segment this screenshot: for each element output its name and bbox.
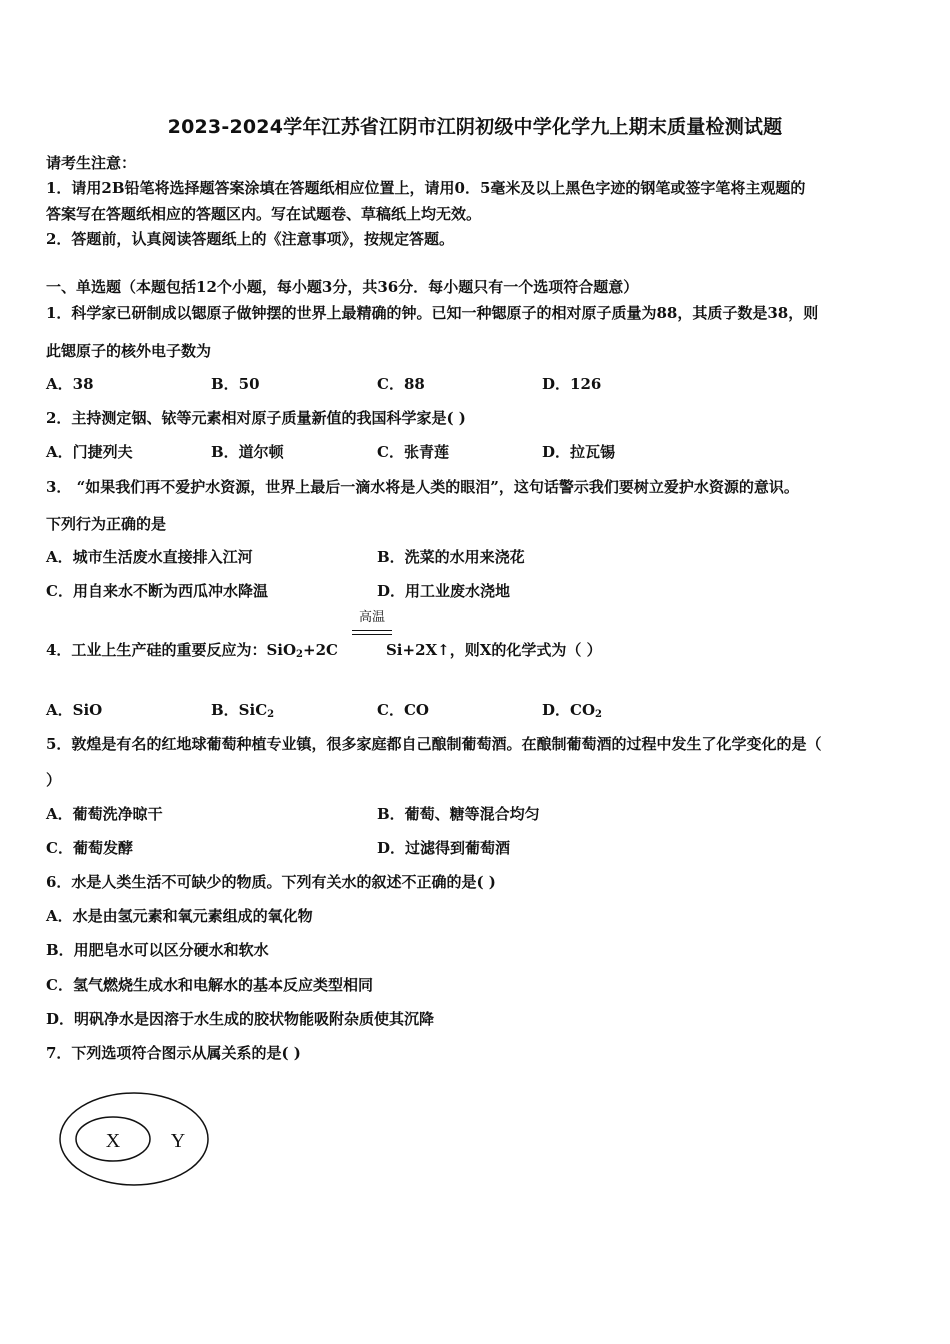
q3-option-c: C．用自来水不断为西瓜冲水降温 [46, 582, 268, 600]
q1-option-b: B．50 [211, 375, 260, 393]
q5-option-b: B．葡萄、糖等混合均匀 [377, 805, 540, 823]
q6-option-a: A．水是由氢元素和氧元素组成的氧化物 [46, 907, 313, 925]
q5-option-d: D．过滤得到葡萄酒 [377, 839, 511, 857]
q4-option-d-sub: 2 [595, 709, 602, 720]
question-1-stem-cont: 此锶原子的核外电子数为 [46, 342, 212, 360]
q2-option-a: A．门捷列夫 [46, 443, 133, 461]
inner-label: X [105, 1130, 121, 1152]
q3-option-b: B．洗菜的水用来浇花 [377, 548, 525, 566]
question-3-stem-cont: 下列行为正确的是 [46, 515, 167, 533]
q5-option-c: C．葡萄发酵 [46, 839, 133, 857]
question-6-stem: 6．水是人类生活不可缺少的物质。下列有关水的叙述不正确的是( ) [46, 873, 496, 891]
notice-heading: 请考生注意： [46, 154, 137, 172]
question-3-stem: 3． “如果我们再不爱护水资源，世界上最后一滴水将是人类的眼泪”，这句话警示我们要树立爱护水资源的意识。 [46, 478, 799, 496]
section-heading: 一、单选题（本题包括12个小题，每小题3分，共36分．每小题只有一个选项符合题意） [46, 278, 639, 296]
q4-option-d-text: D．CO [542, 701, 596, 719]
notice-item-1: 1．请用2B铅笔将选择题答案涂填在答题纸相应位置上，请用0．5毫米及以上黑色字迹的钢笔或签字笔将主观题的 [46, 179, 806, 197]
question-2-stem: 2．主持测定铟、铱等元素相对原子质量新值的我国科学家是( ) [46, 409, 466, 427]
q3-option-d: D．用工业废水浇地 [377, 582, 511, 600]
question-5-stem: 5．敦煌是有名的红地球葡萄种植专业镇，很多家庭都自己酿制葡萄酒。在酿制葡萄酒的过程中发生了化学变化的是（ [46, 735, 822, 753]
q1-option-a: A．38 [46, 375, 94, 393]
question-7-stem: 7．下列选项符合图示从属关系的是( ) [46, 1044, 301, 1062]
q3-option-a: A．城市生活废水直接排入江河 [46, 548, 253, 566]
q2-option-d: D．拉瓦锡 [542, 443, 616, 461]
q6-option-c: C．氢气燃烧生成水和电解水的基本反应类型相同 [46, 976, 373, 994]
q4-stem-mid: +2C [303, 641, 338, 659]
set-relation-diagram [54, 1088, 214, 1188]
q4-stem-end: Si+2X↑，则X的化学式为（ ） [385, 641, 602, 659]
q4-stem-start: 4．工业上生产硅的重要反应为：SiO [46, 641, 297, 659]
reaction-arrow-line [352, 630, 392, 631]
q1-option-d: D．126 [542, 375, 602, 393]
outer-ellipse [60, 1093, 208, 1185]
outer-label: Y [170, 1130, 186, 1152]
q4-option-d [542, 699, 602, 720]
q6-option-d: D．明矾净水是因溶于水生成的胶状物能吸附杂质使其沉降 [46, 1010, 435, 1028]
q4-option-b-text: B．SiC [211, 701, 268, 719]
q2-option-c: C．张青莲 [377, 443, 449, 461]
question-4-stem [46, 639, 602, 660]
q4-subscript: 2 [296, 649, 304, 660]
reaction-arrow-line-2 [352, 634, 392, 635]
notice-item-2: 2．答题前，认真阅读答题纸上的《注意事项》，按规定答题。 [46, 230, 454, 248]
reaction-condition [352, 610, 392, 635]
q5-option-a: A．葡萄洗净晾干 [46, 805, 163, 823]
q4-option-b-sub: 2 [267, 709, 275, 720]
exam-title: 2023-2024学年江苏省江阴市江阴初级中学化学九上期末质量检测试题 [167, 116, 783, 138]
question-1-stem: 1．科学家已研制成以锶原子做钟摆的世界上最精确的钟。已知一种锶原子的相对原子质量为88，其质子数是38，则 [46, 304, 819, 322]
q4-option-b [211, 699, 274, 720]
q4-option-c: C．CO [377, 701, 429, 719]
q6-option-b: B．用肥皂水可以区分硬水和软水 [46, 941, 269, 959]
reaction-condition-label: 高温 [358, 610, 385, 625]
notice-item-1-cont: 答案写在答题纸相应的答题区内。写在试题卷、草稿纸上均无效。 [46, 205, 482, 223]
q4-option-a: A．SiO [46, 701, 103, 719]
q1-option-c: C．88 [377, 375, 425, 393]
question-5-stem-cont: ） [46, 771, 62, 789]
q2-option-b: B．道尔顿 [211, 443, 284, 461]
